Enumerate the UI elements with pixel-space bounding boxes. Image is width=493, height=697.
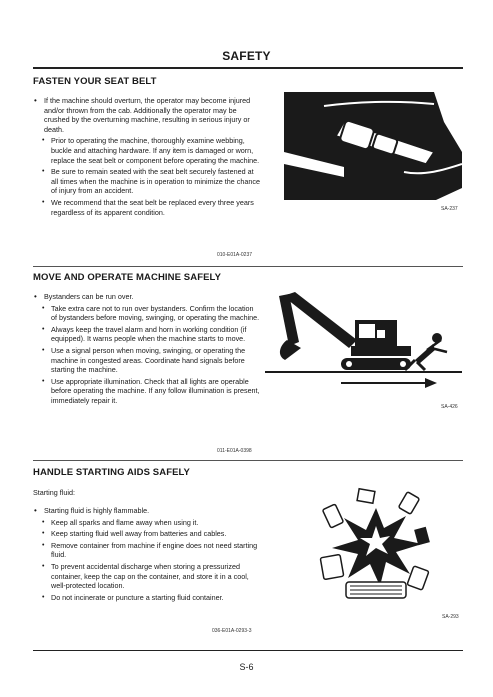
starting-aids-list bbox=[33, 506, 261, 604]
page-number: S-6 bbox=[239, 662, 254, 672]
excavator-figure bbox=[265, 290, 462, 390]
section-intro: Starting fluid: bbox=[33, 488, 75, 497]
section-code: 036-E01A-0293-3 bbox=[212, 628, 252, 634]
section-divider bbox=[33, 266, 463, 267]
page-header-title: SAFETY bbox=[222, 49, 271, 63]
seat-belt-figure bbox=[284, 92, 462, 200]
list-item: • Keep starting fluid well away from batteries and cables. bbox=[33, 529, 261, 539]
section-code: 010-E01A-0237 bbox=[217, 252, 253, 258]
list-item: • Bystanders can be run over. bbox=[33, 292, 261, 302]
list-item: • Always keep the travel alarm and horn in working condition (if equipped). It warns people when the machine starts to move. bbox=[33, 325, 261, 344]
figure-code: SA-293 bbox=[442, 614, 459, 620]
list-item: • Prior to operating the machine, thoroughly examine webbing, buckle and attaching hardware. If any item is damaged or worn, replace the seat belt or component before operating the machine. bbox=[33, 136, 261, 165]
section-divider bbox=[33, 460, 463, 461]
list-item: • Remove container from machine if engine does not need starting fluid. bbox=[33, 541, 261, 560]
figure-code: SA-237 bbox=[441, 206, 458, 212]
list-item: • Use a signal person when moving, swinging, or operating the machine in congested areas. Coordinate hand signals before starting the machine. bbox=[33, 346, 261, 375]
section-code: 011-E01A-0398 bbox=[217, 448, 252, 454]
seat-belt-list bbox=[33, 96, 261, 219]
list-item: • Starting fluid is highly flammable. bbox=[33, 506, 261, 516]
list-item: • Use appropriate illumination. Check that all lights are operable before operating the machine. If any follow illumination is present, immediately repair it. bbox=[33, 377, 261, 406]
section-title-starting-aids: HANDLE STARTING AIDS SAFELY bbox=[33, 467, 190, 478]
section-title-seat-belt: FASTEN YOUR SEAT BELT bbox=[33, 76, 157, 87]
move-operate-list bbox=[33, 292, 261, 408]
list-item: • Keep all sparks and flame away when using it. bbox=[33, 518, 261, 528]
section-title-move-operate: MOVE AND OPERATE MACHINE SAFELY bbox=[33, 272, 222, 283]
list-item: • Be sure to remain seated with the seat belt securely fastened at all times when the machine is in operation to minimize the chance of injury from an accident. bbox=[33, 167, 261, 196]
list-item: • We recommend that the seat belt be replaced every three years regardless of its apparent condition. bbox=[33, 198, 261, 217]
figure-code: SA-426 bbox=[441, 404, 458, 410]
list-item: • Do not incinerate or puncture a starting fluid container. bbox=[33, 593, 261, 603]
list-item: • Take extra care not to run over bystanders. Confirm the location of bystanders before moving, swinging, or operating the machine. bbox=[33, 304, 261, 323]
footer-rule bbox=[33, 650, 463, 651]
list-item: • To prevent accidental discharge when storing a pressurized container, keep the cap on the container, and store it in a cool, well-protected location. bbox=[33, 562, 261, 591]
starting-fluid-figure bbox=[318, 486, 436, 606]
list-item: • If the machine should overturn, the operator may become injured and/or thrown from the cab. Additionally the operator may be crushed by the overturning machine, resulting in serious injury or death. bbox=[33, 96, 261, 134]
header-rule bbox=[33, 67, 463, 69]
